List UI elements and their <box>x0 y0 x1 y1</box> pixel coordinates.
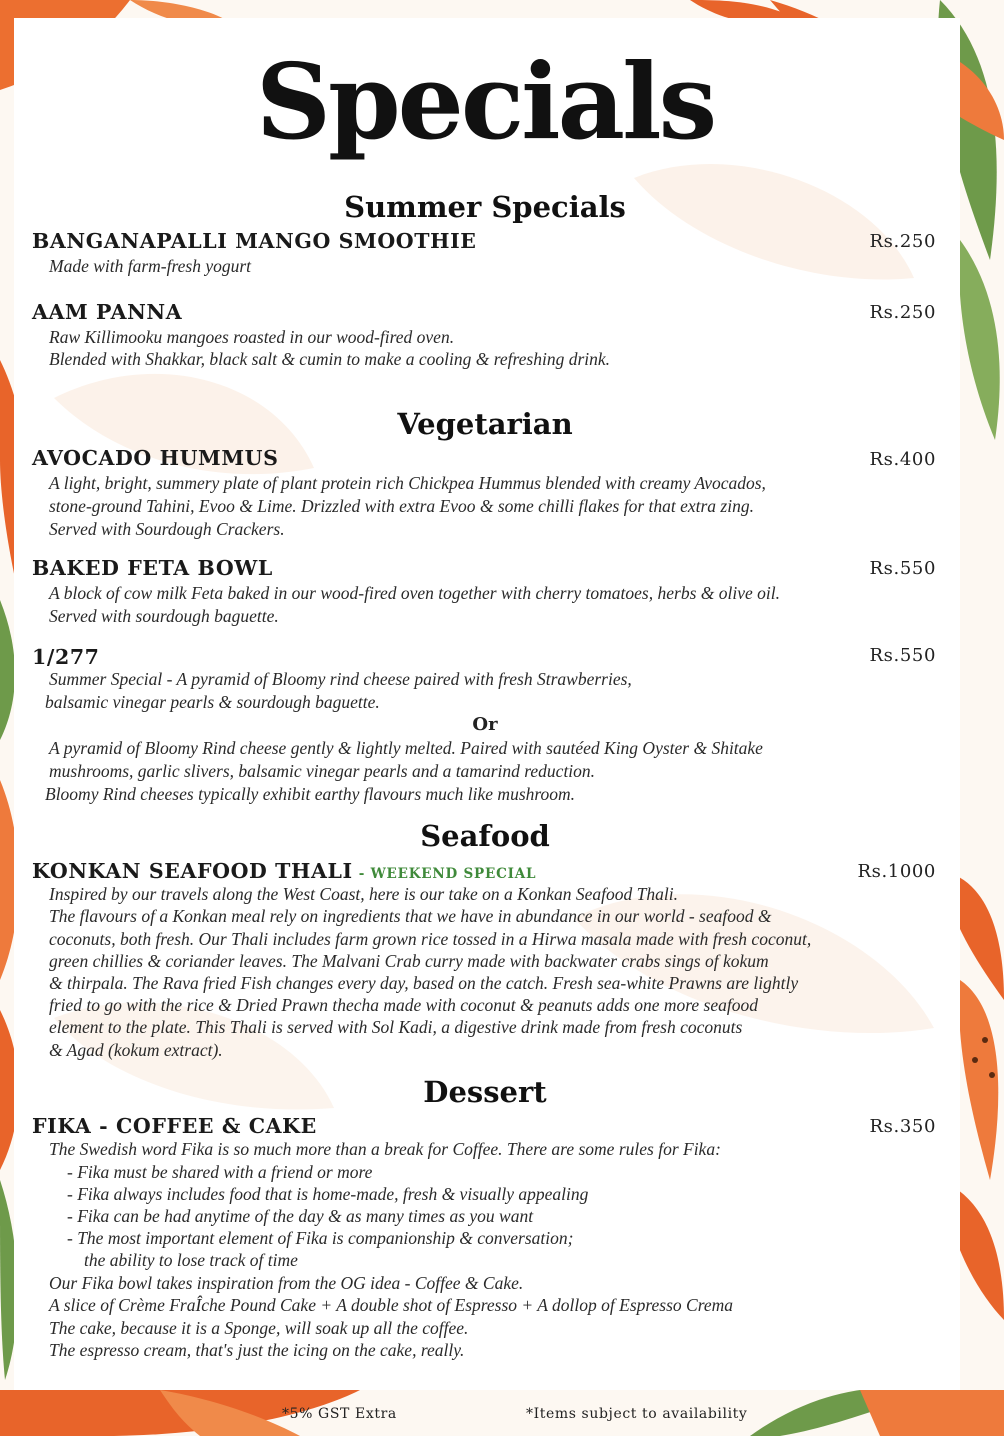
item-desc-line: green chillies & coriander leaves. The Malvani Crab curry made with backwater crabs sings of kokum <box>49 951 769 971</box>
item-desc-line: Summer Special - A pyramid of Bloomy rind cheese paired with fresh Strawberries, <box>49 669 632 689</box>
item-name-1-277: 1/277 <box>32 645 100 669</box>
item-name-aam-panna: AAM PANNA <box>32 300 183 324</box>
item-price-fika: Rs.350 <box>869 1116 936 1137</box>
or-separator: Or <box>472 714 498 735</box>
fika-rule: - Fika can be had anytime of the day & as many times as you want <box>67 1206 534 1226</box>
fika-rule: - The most important element of Fika is companionship & conversation; <box>67 1228 574 1248</box>
item-price-aam-panna: Rs.250 <box>869 302 936 323</box>
item-name-baked-feta-bowl: BAKED FETA BOWL <box>32 556 273 580</box>
item-price-1-277: Rs.550 <box>869 645 936 666</box>
item-desc-line: mushrooms, garlic slivers, balsamic vinegar pearls and a tamarind reduction. <box>49 761 596 781</box>
item-desc-line: & thirpala. The Rava fried Fish changes every day, based on the catch. Fresh sea-white Prawns are lightly <box>49 973 799 993</box>
item-name-fika: FIKA - COFFEE & CAKE <box>32 1114 317 1138</box>
item-desc-line: A block of cow milk Feta baked in our wood-fired oven together with cherry tomatoes, herbs & olive oil. <box>49 583 780 603</box>
fika-rule-continued: the ability to lose track of time <box>84 1250 298 1270</box>
page-title: Specials <box>255 40 715 163</box>
item-desc-line: coconuts, both fresh. Our Thali includes farm grown rice tossed in a Hirwa masala made with fresh coconut, <box>49 929 812 949</box>
item-name-konkan-seafood-thali <box>32 859 536 883</box>
item-desc-line: A light, bright, summery plate of plant protein rich Chickpea Hummus blended with creamy Avocados, <box>49 473 766 493</box>
item-desc-line: & Agad (kokum extract). <box>49 1040 223 1060</box>
item-desc-line: Raw Killimooku mangoes roasted in our wood-fired oven. <box>49 327 455 347</box>
fika-rule: - Fika always includes food that is home-made, fresh & visually appealing <box>67 1184 589 1204</box>
item-desc-line: Inspired by our travels along the West Coast, here is our take on a Konkan Seafood Thali. <box>49 884 678 904</box>
section-title-summer-specials: Summer Specials <box>344 190 626 224</box>
item-name-text: KONKAN SEAFOOD THALI <box>32 859 353 883</box>
item-desc-line: The flavours of a Konkan meal rely on ingredients that we have in abundance in our world - seafood & <box>49 906 772 926</box>
item-desc-line: The cake, because it is a Sponge, will soak up all the coffee. <box>49 1318 469 1338</box>
item-desc-line: A slice of Crème FraÎche Pound Cake + A double shot of Espresso + A dollop of Espresso Crema <box>49 1295 734 1315</box>
item-desc-line: The espresso cream, that's just the icing on the cake, really. <box>49 1340 465 1360</box>
item-desc-line: balsamic vinegar pearls & sourdough baguette. <box>45 692 380 712</box>
section-title-dessert: Dessert <box>423 1075 547 1109</box>
item-name-mango-smoothie: BANGANAPALLI MANGO SMOOTHIE <box>32 229 477 253</box>
item-desc-line: Served with Sourdough Crackers. <box>49 519 285 539</box>
item-name-avocado-hummus: AVOCADO HUMMUS <box>32 446 279 470</box>
item-price-baked-feta-bowl: Rs.550 <box>869 558 936 579</box>
item-desc-line: stone-ground Tahini, Evoo & Lime. Drizzled with extra Evoo & some chilli flakes for that extra zing. <box>49 496 754 516</box>
weekend-special-tag: - WEEKEND SPECIAL <box>358 866 537 882</box>
item-price-avocado-hummus: Rs.400 <box>869 449 936 470</box>
item-desc-line: The Swedish word Fika is so much more than a break for Coffee. There are some rules for Fika: <box>49 1139 721 1159</box>
footer-gst-note: *5% GST Extra <box>282 1406 397 1422</box>
item-desc-line: Served with sourdough baguette. <box>49 606 279 626</box>
footer-availability-note: *Items subject to availability <box>526 1406 748 1422</box>
item-desc-line: Our Fika bowl takes inspiration from the OG idea - Coffee & Cake. <box>49 1273 524 1293</box>
item-desc-line: Blended with Shakkar, black salt & cumin to make a cooling & refreshing drink. <box>49 349 611 369</box>
item-desc-line: Bloomy Rind cheeses typically exhibit earthy flavours much like mushroom. <box>45 784 576 804</box>
item-desc-line: fried to go with the rice & Dried Prawn thecha made with coconut & peanuts adds one more seafood <box>49 995 758 1015</box>
section-title-seafood: Seafood <box>420 819 550 853</box>
item-desc-line: element to the plate. This Thali is served with Sol Kadi, a digestive drink made from fresh coconuts <box>49 1017 743 1037</box>
item-desc-line: A pyramid of Bloomy Rind cheese gently & lightly melted. Paired with sautéed King Oyster & Shitake <box>49 738 763 758</box>
item-desc-mango-smoothie: Made with farm-fresh yogurt <box>49 256 252 276</box>
section-title-vegetarian: Vegetarian <box>397 407 573 441</box>
item-price-konkan-seafood-thali: Rs.1000 <box>857 861 936 882</box>
item-price-mango-smoothie: Rs.250 <box>869 231 936 252</box>
fika-rule: - Fika must be shared with a friend or more <box>67 1162 373 1182</box>
